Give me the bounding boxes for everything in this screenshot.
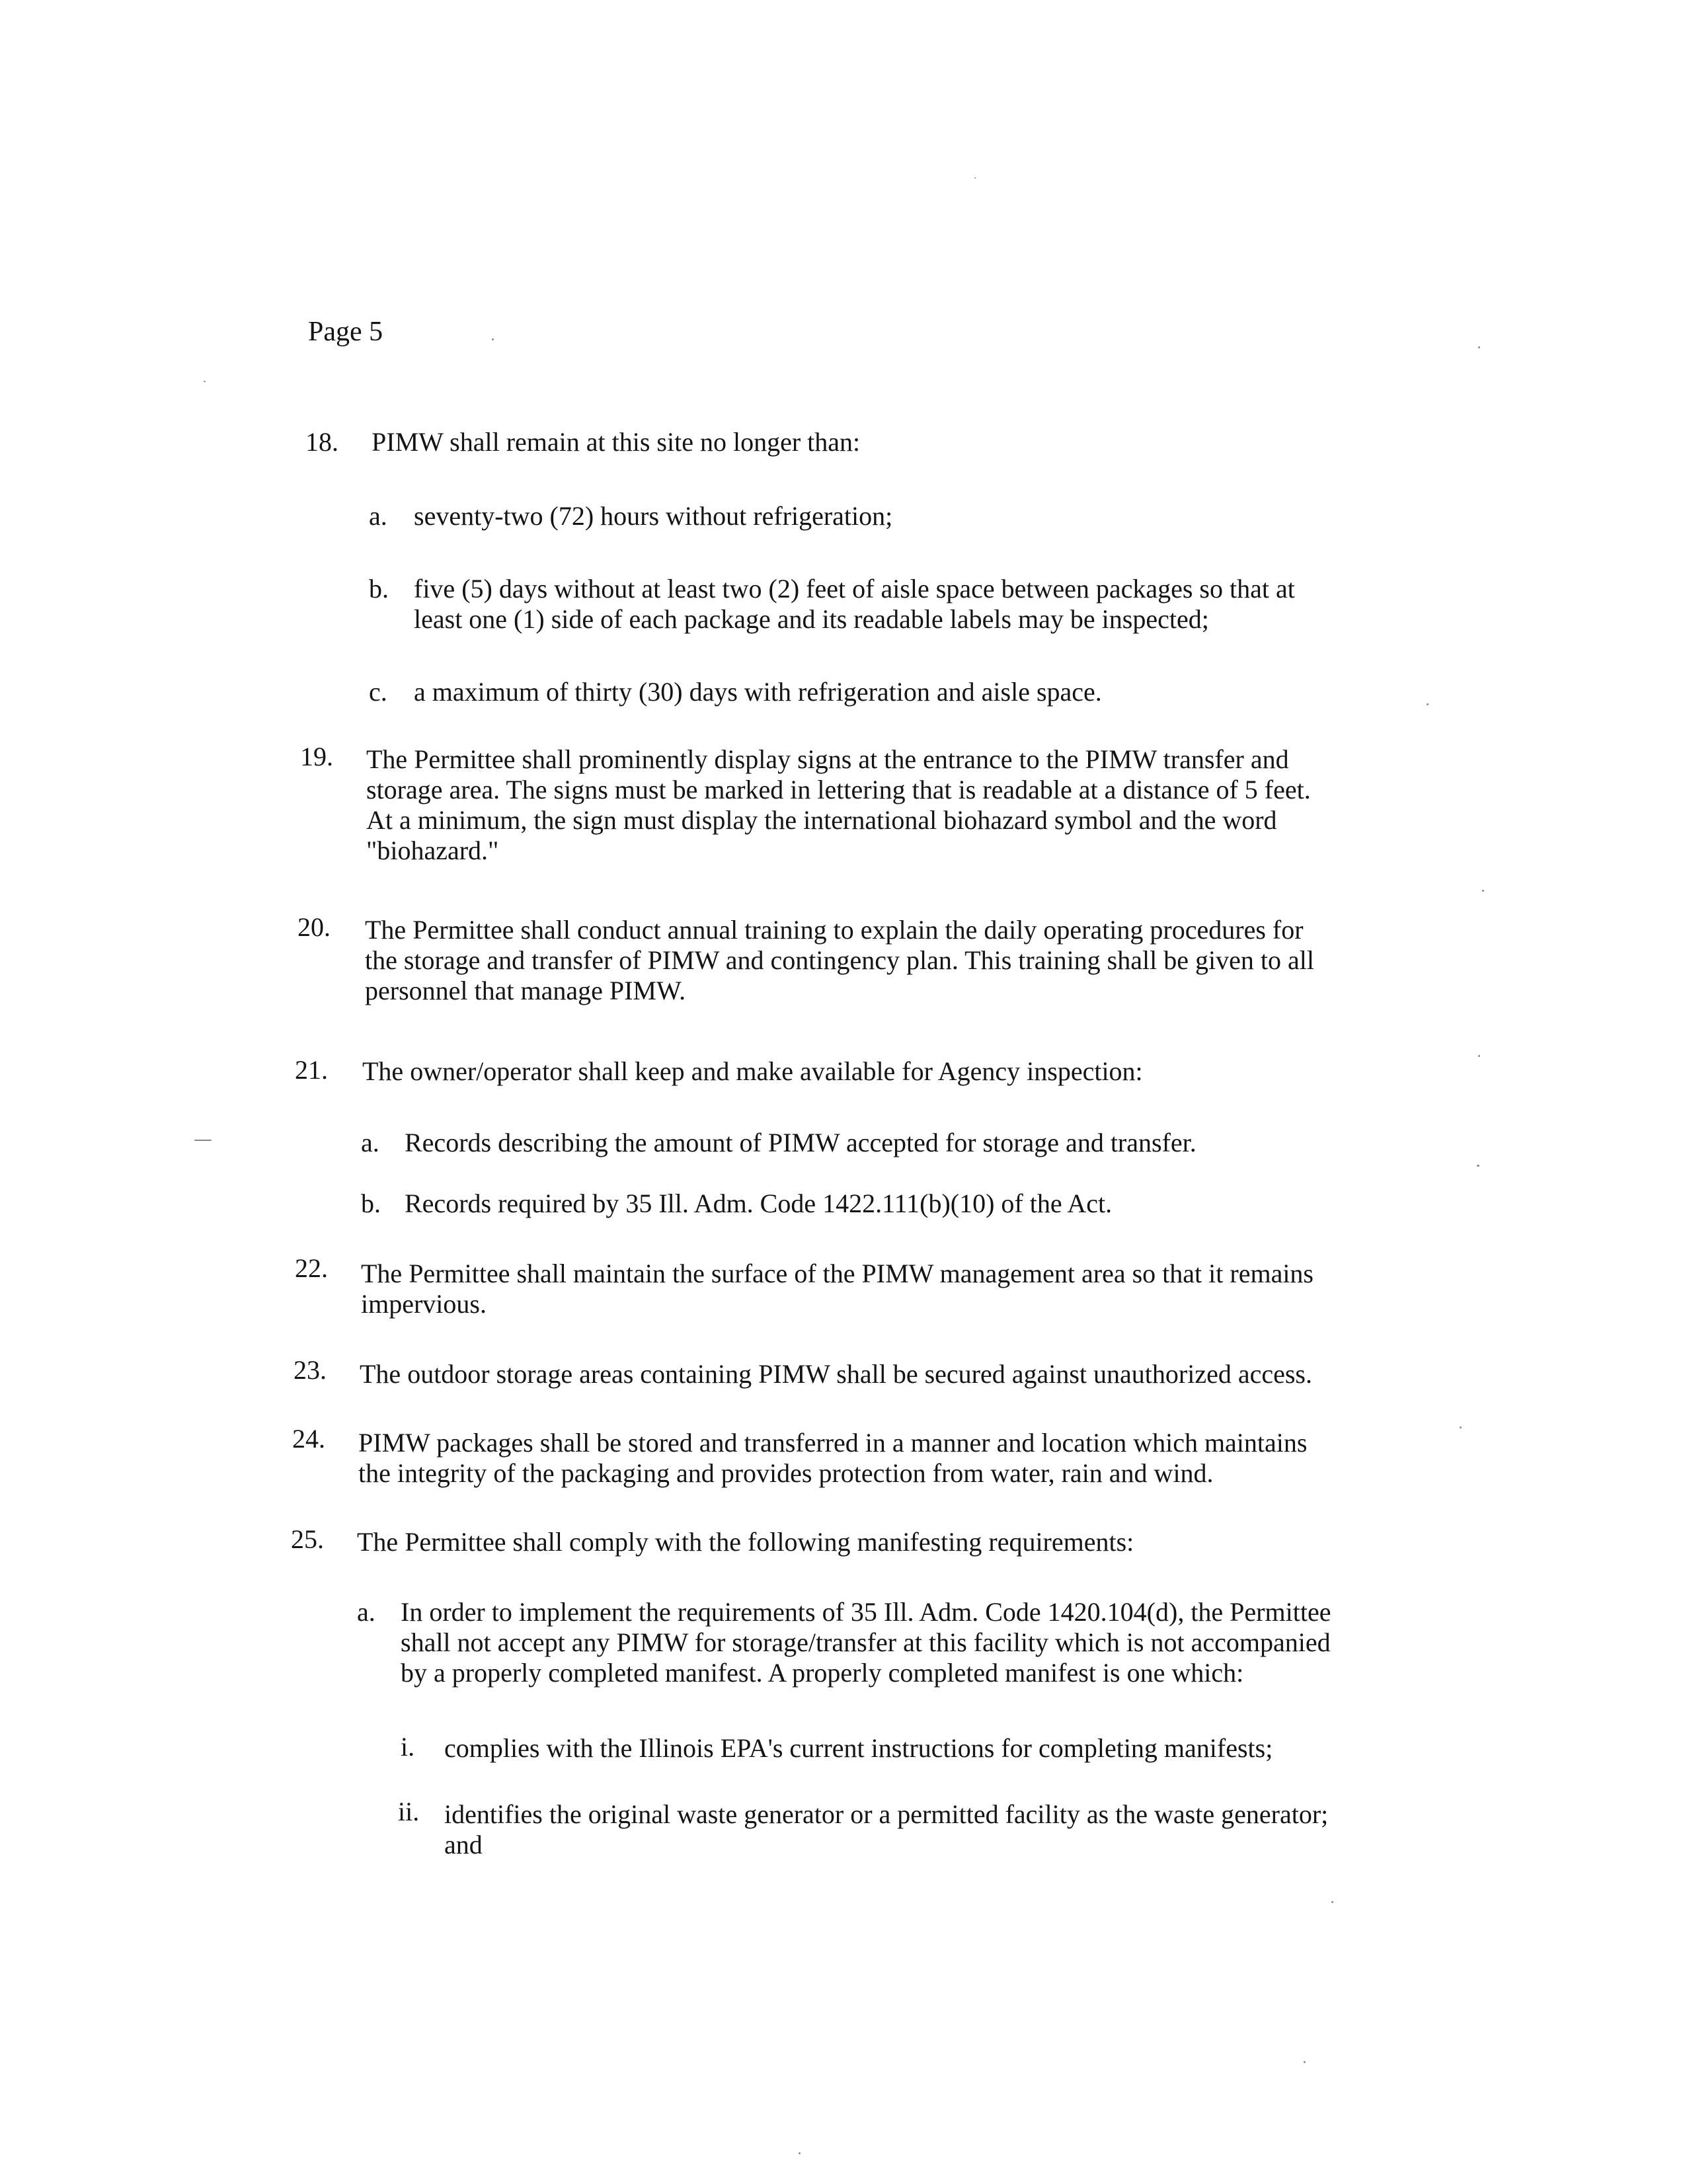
- item-line: The owner/operator shall keep and make available for Agency inspection:: [362, 1056, 1143, 1086]
- item-line: identifies the original waste generator or a permitted facility as the waste generator;: [444, 1799, 1329, 1829]
- sub-sub-item-text: [444, 1799, 1328, 1860]
- item-number: 19.: [300, 742, 333, 771]
- sub-item-letter: b.: [361, 1189, 381, 1218]
- item-line: storage area. The signs must be marked in lettering that is readable at a distance of 5 feet.: [366, 775, 1311, 804]
- item-line: by a properly completed manifest. A properly completed manifest is one which:: [401, 1658, 1244, 1688]
- sub-sub-item-numeral: i.: [401, 1732, 415, 1762]
- scan-speck: [492, 338, 494, 340]
- scan-speck: [1478, 346, 1480, 348]
- item-line: "biohazard.": [366, 836, 499, 865]
- item-number: 24.: [292, 1424, 325, 1454]
- item-line: PIMW packages shall be stored and transferred in a manner and location which maintains: [358, 1428, 1308, 1458]
- item-number: 18.: [305, 427, 338, 457]
- scan-speck: [1477, 1165, 1479, 1167]
- item-line: seventy-two (72) hours without refrigeration;: [414, 501, 893, 531]
- item-line: complies with the Illinois EPA's current instructions for completing manifests;: [444, 1733, 1273, 1763]
- scan-speck: [974, 177, 976, 178]
- sub-item-text: [414, 677, 1102, 707]
- item-text: [361, 1259, 1314, 1319]
- item-number: 25.: [291, 1524, 324, 1554]
- item-line: The Permittee shall conduct annual training to explain the daily operating procedures for: [365, 915, 1304, 945]
- item-line: PIMW shall remain at this site no longer than:: [372, 427, 861, 457]
- page-label: Page 5: [308, 317, 383, 347]
- item-text: [365, 915, 1314, 1006]
- scan-speck: [194, 1140, 212, 1141]
- item-line: the storage and transfer of PIMW and contingency plan. This training shall be given to all: [365, 945, 1314, 975]
- item-line: least one (1) side of each package and its readable labels may be inspected;: [414, 604, 1209, 634]
- sub-sub-item-text: [444, 1733, 1273, 1764]
- sub-item-text: [414, 501, 892, 531]
- sub-sub-item-numeral: ii.: [398, 1797, 420, 1826]
- item-line: five (5) days without at least two (2) feet of aisle space between packages so that at: [414, 574, 1295, 604]
- item-number: 23.: [294, 1355, 327, 1385]
- item-line: impervious.: [361, 1289, 487, 1319]
- sub-item-text: [414, 574, 1295, 635]
- item-line: Records required by 35 Ill. Adm. Code 1422.111(b)(10) of the Act.: [405, 1189, 1113, 1218]
- sub-item-text: [405, 1189, 1112, 1219]
- item-text: [357, 1527, 1134, 1557]
- item-line: The Permittee shall comply with the following manifesting requirements:: [357, 1527, 1134, 1557]
- item-line: personnel that manage PIMW.: [365, 976, 686, 1005]
- sub-item-letter: a.: [361, 1128, 379, 1157]
- scan-speck: [204, 381, 206, 382]
- sub-item-text: [401, 1597, 1331, 1688]
- item-line: The Permittee shall maintain the surface of the PIMW management area so that it remains: [361, 1259, 1314, 1288]
- item-line: In order to implement the requirements of 35 Ill. Adm. Code 1420.104(d), the Permittee: [401, 1597, 1331, 1627]
- item-line: At a minimum, the sign must display the international biohazard symbol and the word: [366, 805, 1277, 835]
- scan-speck: [1482, 890, 1484, 892]
- scan-speck: [1478, 1055, 1480, 1057]
- item-line: shall not accept any PIMW for storage/transfer at this facility which is not accompanied: [401, 1627, 1331, 1657]
- scan-speck: [1304, 2061, 1306, 2063]
- scan-speck: [1460, 1426, 1462, 1428]
- scan-speck: [799, 2152, 801, 2154]
- scan-speck: [1331, 1901, 1333, 1903]
- sub-item-letter: a.: [369, 501, 387, 531]
- item-number: 22.: [295, 1253, 328, 1283]
- item-line: the integrity of the packaging and provides protection from water, rain and wind.: [358, 1458, 1214, 1488]
- item-text: [362, 1056, 1143, 1087]
- item-number: 21.: [295, 1055, 328, 1085]
- item-line: and: [444, 1830, 483, 1859]
- item-line: The Permittee shall prominently display signs at the entrance to the PIMW transfer and: [366, 744, 1289, 774]
- sub-item-letter: a.: [357, 1597, 375, 1627]
- item-text: [372, 427, 860, 457]
- sub-item-letter: b.: [369, 574, 389, 604]
- item-number: 20.: [297, 912, 331, 942]
- item-line: The outdoor storage areas containing PIMW shall be secured against unauthorized access.: [360, 1359, 1312, 1389]
- item-text: [360, 1359, 1312, 1389]
- item-line: a maximum of thirty (30) days with refrigeration and aisle space.: [414, 677, 1102, 707]
- sub-item-letter: c.: [369, 677, 387, 707]
- item-text: [358, 1428, 1307, 1489]
- item-line: Records describing the amount of PIMW accepted for storage and transfer.: [405, 1128, 1197, 1157]
- sub-item-text: [405, 1128, 1197, 1158]
- item-text: [366, 744, 1311, 866]
- scan-speck: [1427, 703, 1429, 705]
